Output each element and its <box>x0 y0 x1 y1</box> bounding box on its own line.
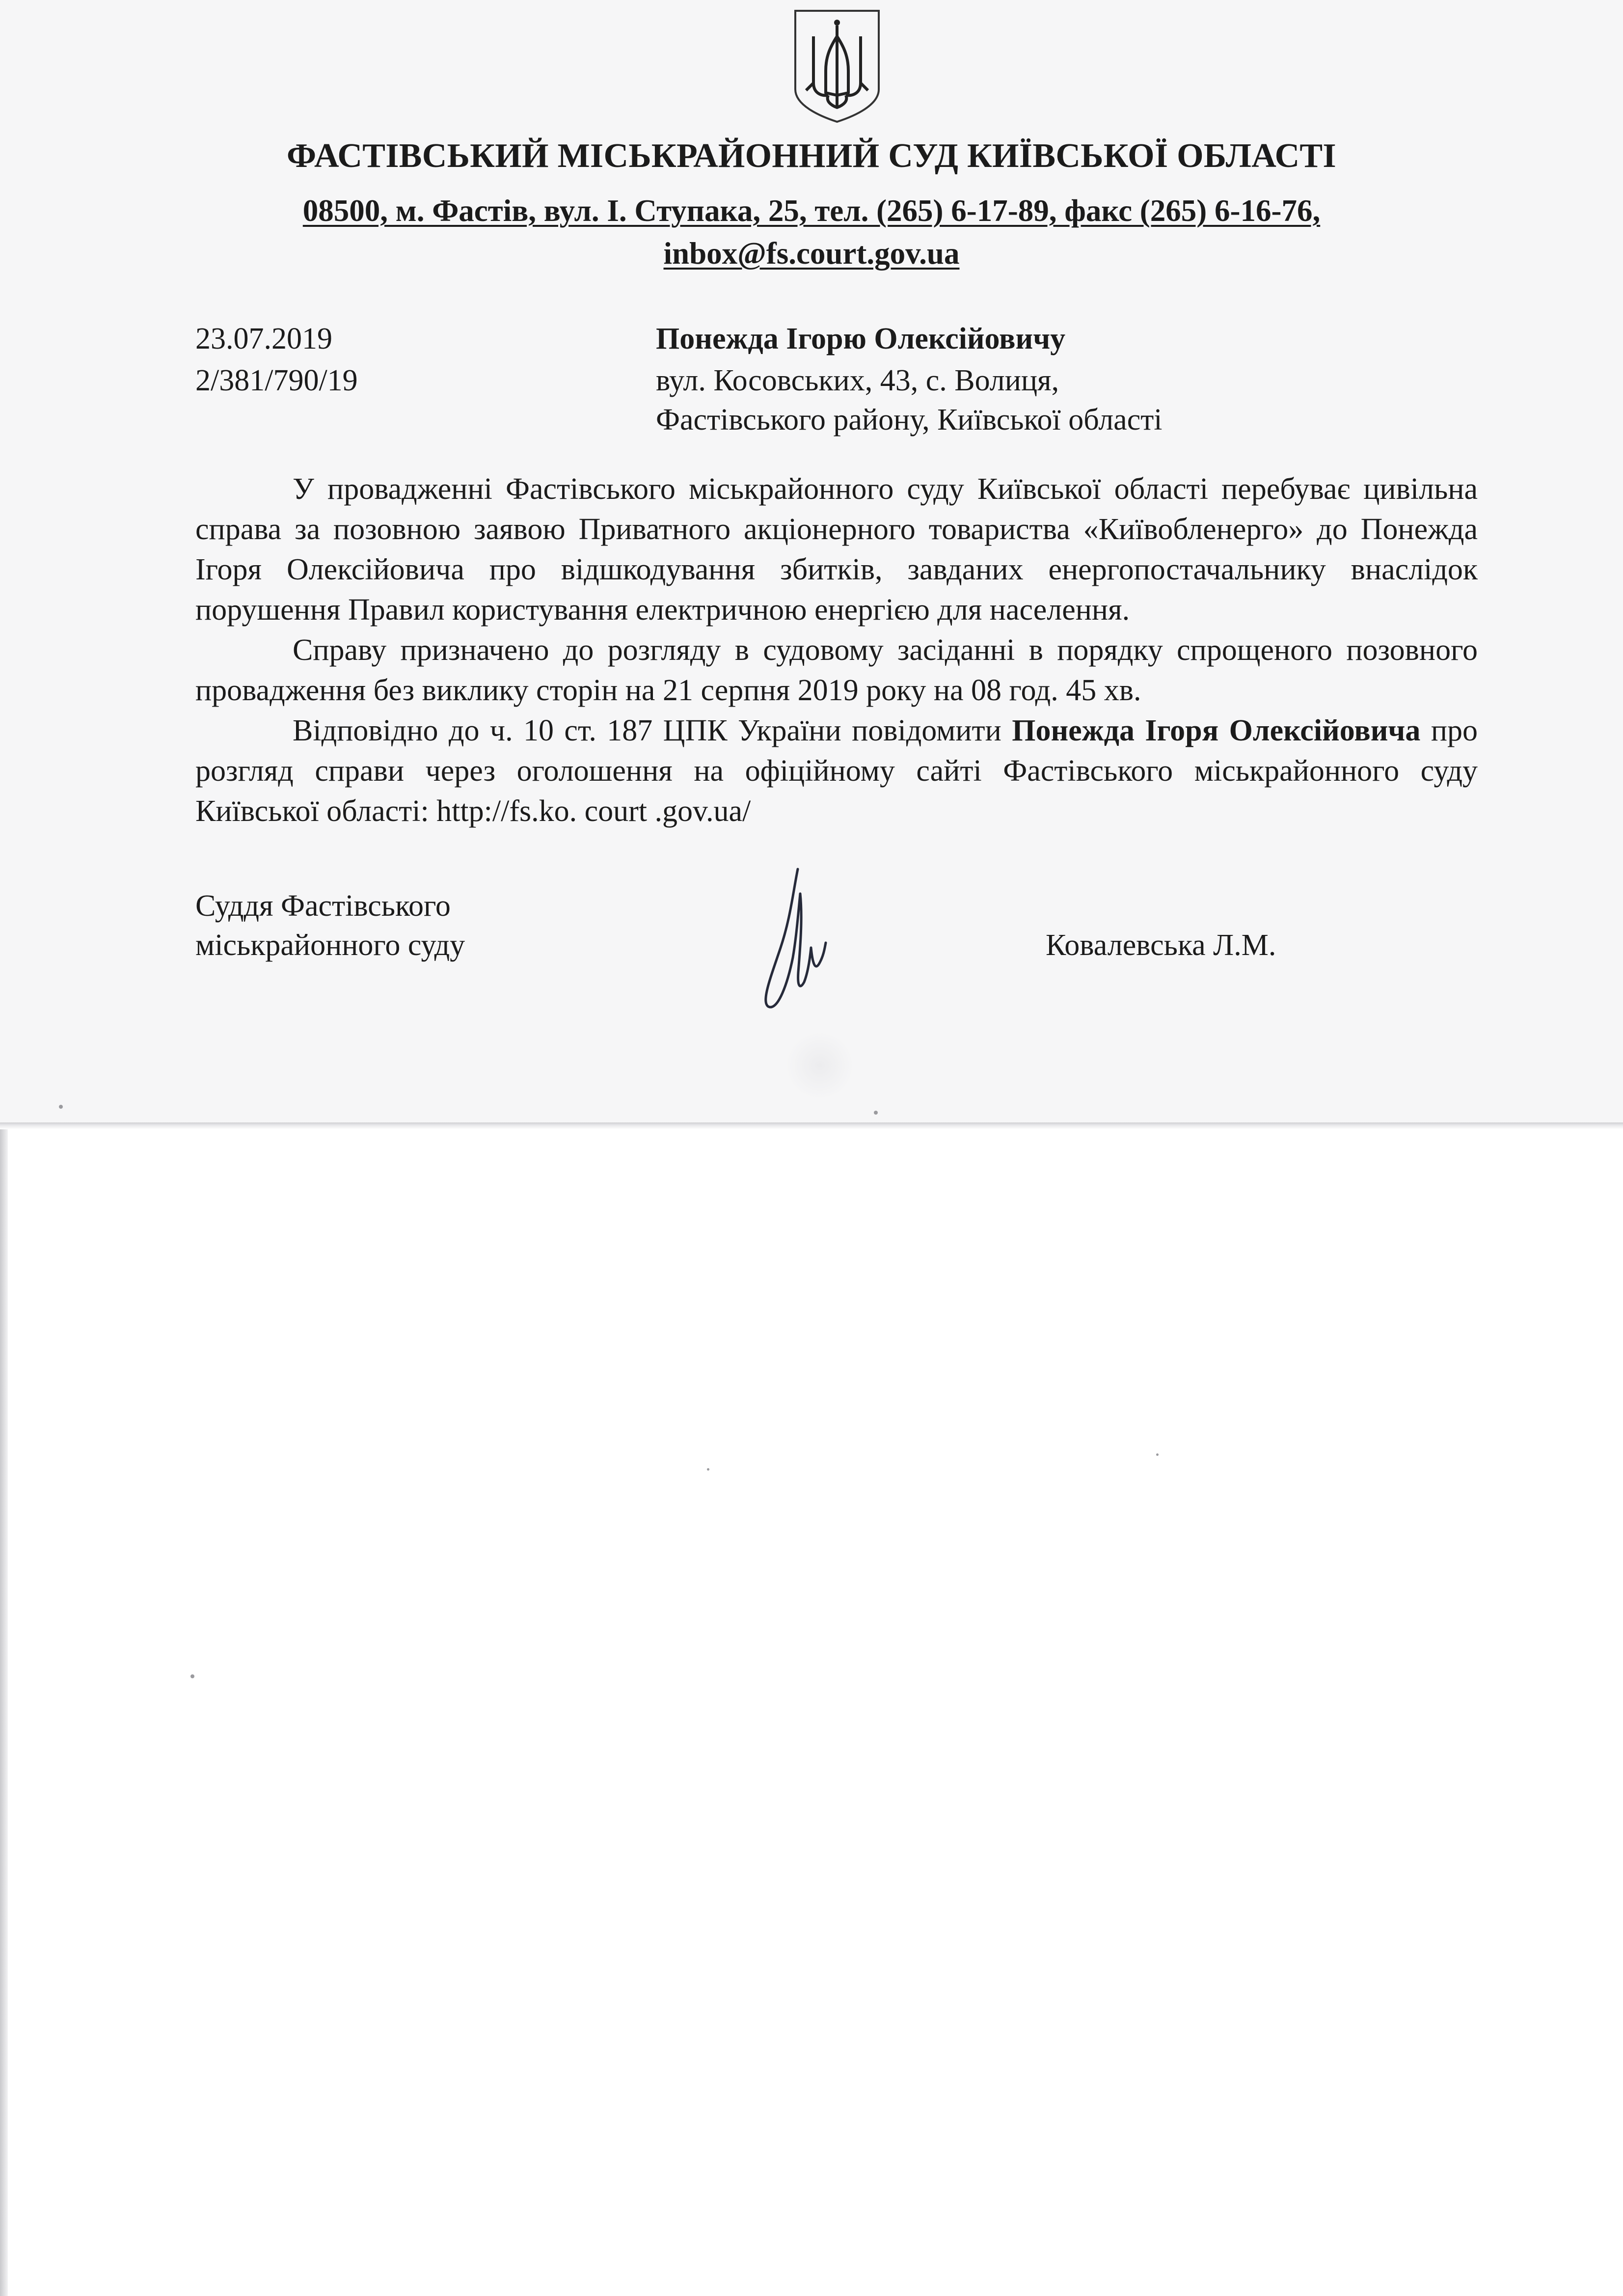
scan-left-edge <box>0 1129 8 2296</box>
defendant-name-bold: Понежда Ігоря Олексійовича <box>1012 714 1421 747</box>
recipient-name: Понежда Ігорю Олексійовичу <box>656 322 1066 355</box>
scan-speck <box>1156 1453 1159 1456</box>
recipient-address-line2: Фастівського району, Київської області <box>656 403 1163 437</box>
body-paragraph-2: Справу призначено до розгляду в судовому засіданні в порядку спрощеного позовного провадження без виклику сторін на 21 серпня 2019 року на 08 год. 45 хв. <box>195 633 1478 707</box>
letter-body <box>195 469 1478 831</box>
scan-speck <box>707 1468 709 1471</box>
court-name: ФАСТІВСЬКИЙ МІСЬКРАЙОННИЙ СУД КИЇВСЬКОЇ ОБЛАСТІ <box>287 137 1336 175</box>
body-paragraph-1: У провадженні Фастівського міськрайонного суду Київської області перебуває цивільна справа за позовною заявою Приватного акціонерного товариства «Київобленерго» до Понежда Ігоря Олексійовича про відшкодування збитків, завданих енергопостачальнику внаслідок порушення Правил користування електричною енергією для населення. <box>195 472 1478 627</box>
paragraph-3-end: про розгляд справи через оголошення на офіційному сайті Фастівського міськрайонного суду Київської області: http://fs.ko. court .gov.ua/ <box>195 714 1478 828</box>
sheet-edge <box>0 1122 1623 1129</box>
judge-title-line2: міськрайонного суду <box>195 929 465 962</box>
scan-speck <box>59 1105 63 1109</box>
paragraph-3-start: Відповідно до ч. 10 ст. 187 ЦПК України повідомити <box>293 714 1012 747</box>
scan-speck <box>190 1674 194 1678</box>
body-paragraph-3 <box>195 711 1478 831</box>
handwritten-signature <box>751 864 839 1016</box>
signer-name: Ковалевська Л.М. <box>1046 929 1276 962</box>
document-number: 2/381/790/19 <box>195 364 358 397</box>
document-date: 23.07.2019 <box>195 322 332 355</box>
judge-title-line1: Суддя Фастівського <box>195 889 451 923</box>
court-address: 08500, м. Фастів, вул. І. Ступака, 25, тел. (265) 6-17-89, факс (265) 6-16-76, <box>302 193 1321 228</box>
recipient-address-line1: вул. Косовських, 43, с. Волиця, <box>656 364 1059 397</box>
paper-emboss <box>785 1031 854 1100</box>
coat-of-arms-icon <box>791 7 883 125</box>
court-email-link[interactable]: inbox@fs.court.gov.ua <box>663 236 960 271</box>
scan-speck <box>874 1111 878 1115</box>
